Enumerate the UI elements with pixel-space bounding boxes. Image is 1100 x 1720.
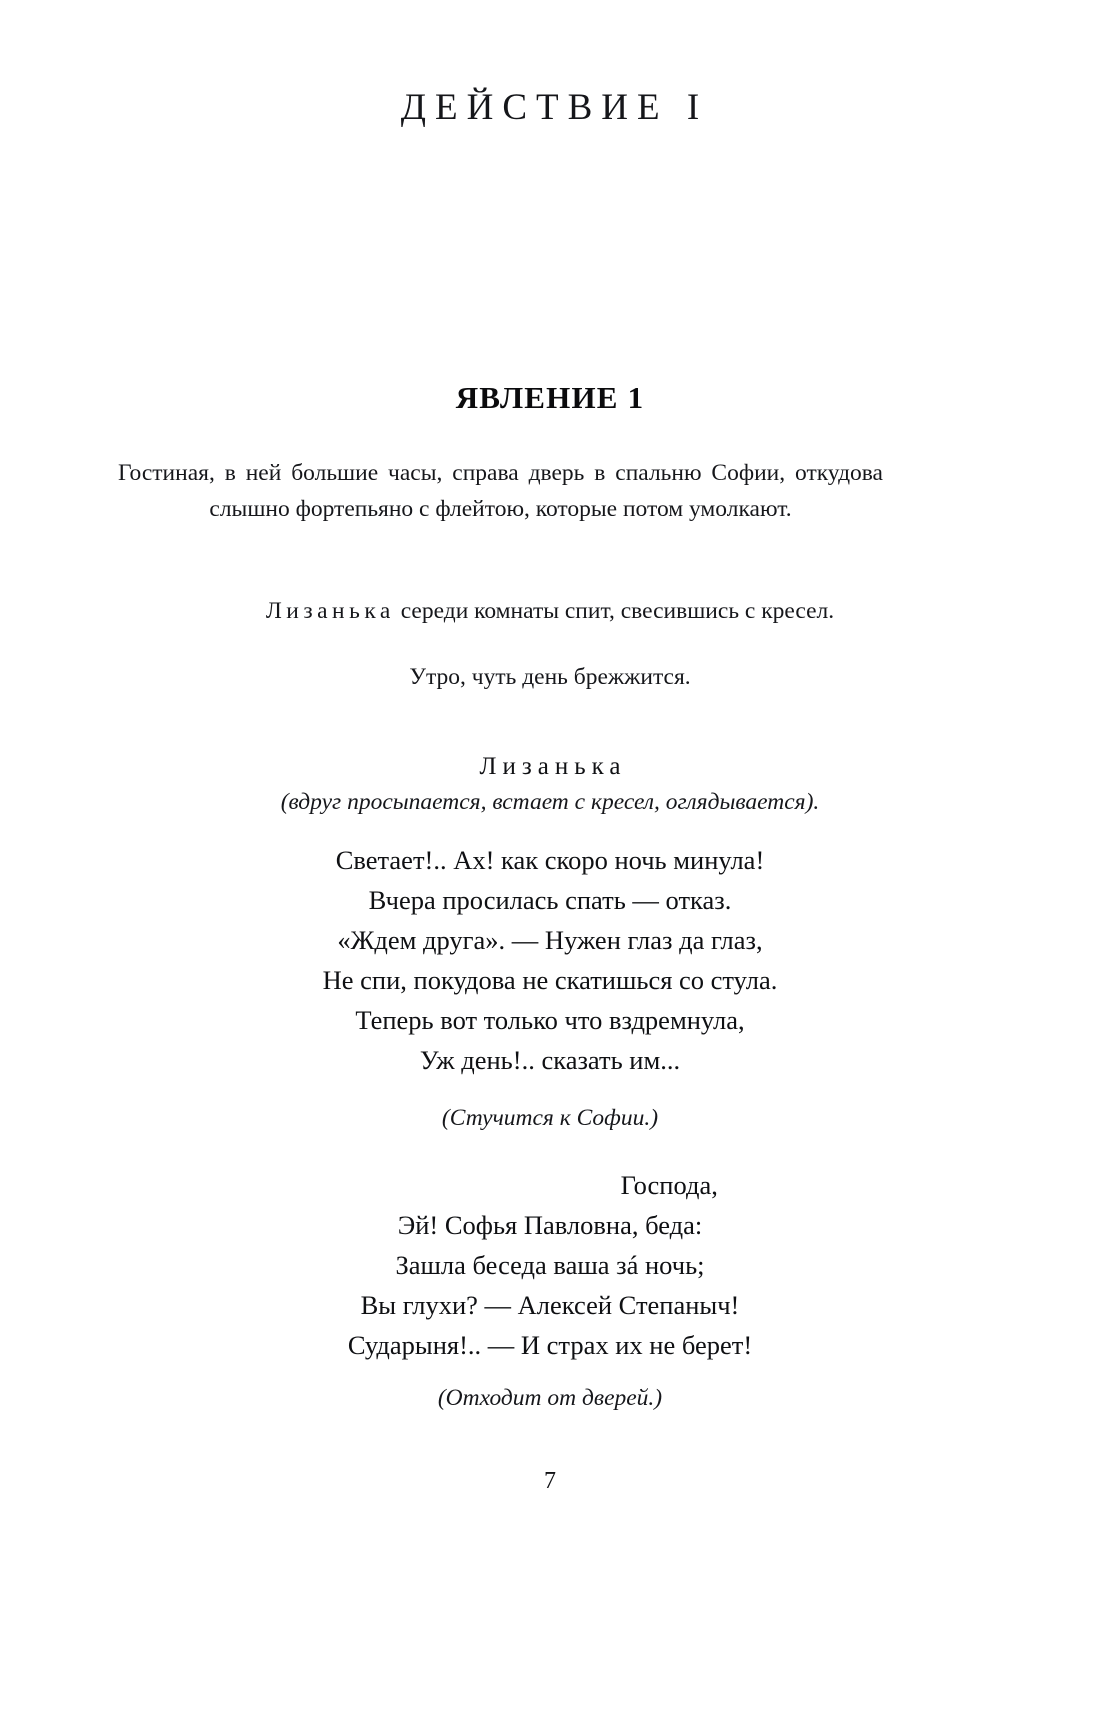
- verse-line: Вы глухи? — Алексей Степаныч!: [360, 1290, 740, 1320]
- stage-direction-morning: Утро, чуть день брежжится.: [409, 664, 691, 690]
- verse-block-first: [0, 840, 1100, 1080]
- stage-direction-wakes: (вдруг просыпается, встает с кресел, оглядывается).: [280, 789, 820, 815]
- verse-line: Светает!.. Ах! как скоро ночь минула!: [335, 845, 765, 875]
- stage-direction-knocks: (Стучится к Софии.): [441, 1105, 659, 1131]
- stage-direction-exits: (Отходит от дверей.): [437, 1385, 663, 1411]
- verse-line: «Ждем друга». — Нужен глаз да глаз,: [337, 925, 763, 955]
- stage-direction-text: середи комнаты спит, свесившись с кресел.: [394, 598, 835, 624]
- page-number: 7: [544, 1468, 556, 1494]
- verse-block-second: [0, 1165, 1100, 1365]
- stage-direction-lizanka-asleep: [0, 594, 1100, 628]
- opening-stage-direction: Гостиная, в ней большие часы, справа дверь в спальню Софии, откудова слышно фортепьяно с флейтою, которые потом умолкают.: [118, 460, 883, 522]
- speaker-name-lizanka: Лизанька: [479, 753, 627, 780]
- verse-line: Уж день!.. сказать им...: [419, 1045, 681, 1075]
- scene-heading: ЯВЛЕНИЕ 1: [455, 380, 645, 415]
- verse-line: Зашла беседа ваша зá ночь;: [395, 1250, 705, 1280]
- verse-line: Эй! Софья Павловна, беда:: [397, 1210, 703, 1240]
- verse-line: Господа,: [382, 1170, 718, 1200]
- verse-line: Вчера просилась спать — отказ.: [368, 885, 732, 915]
- verse-line: Не спи, покудова не скатишься со стула.: [322, 965, 778, 995]
- act-title: ДЕЙСТВИЕ I: [400, 87, 709, 128]
- verse-line: Сударыня!.. — И страх их не берет!: [347, 1330, 753, 1360]
- character-name-inline: Лизанька: [265, 598, 395, 624]
- verse-line: Теперь вот только что вздремнула,: [355, 1005, 745, 1035]
